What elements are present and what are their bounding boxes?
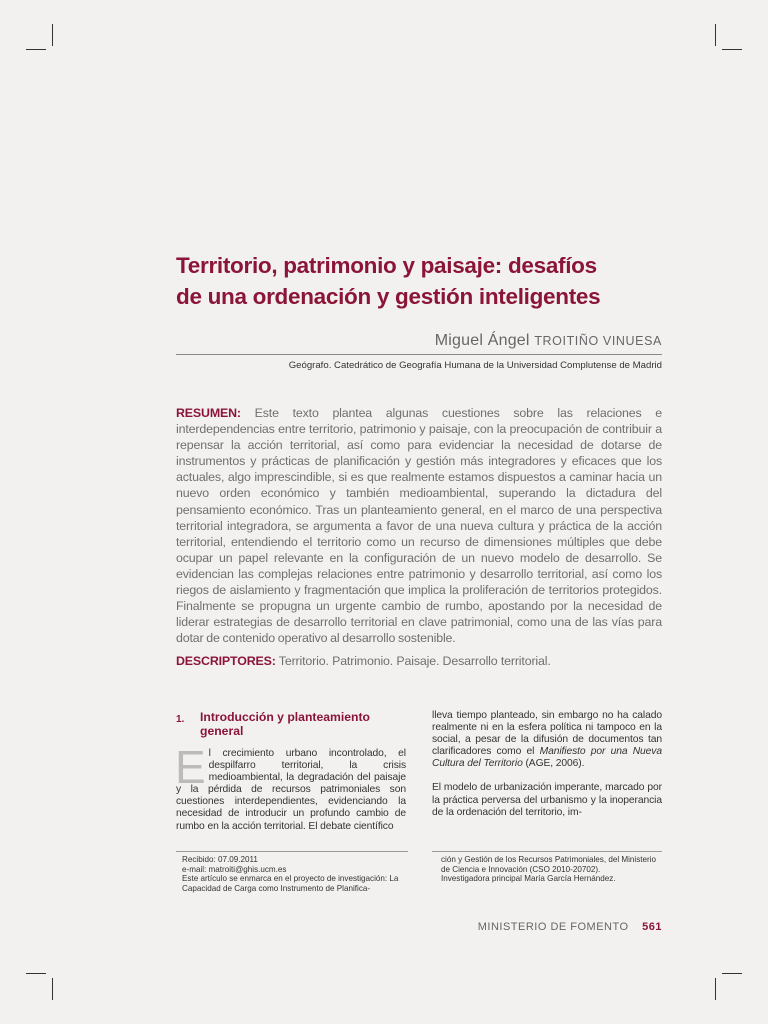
author-surname-2: VINUESA [602, 334, 662, 348]
author-name [435, 332, 662, 350]
crop-mark [52, 978, 53, 1000]
body-paragraph: El modelo de urbanización imperante, marcado por la práctica perversa del urbanismo y la inoperancia de la ordenación del territorio, im- [432, 782, 662, 818]
article-title [176, 250, 676, 312]
crop-mark [722, 49, 742, 50]
body-text: lleva tiempo planteado, sin embargo no ha calado realmente ni en la esfera política ni tampoco en la social, a pesar de la difusión de documentos tan clarificadores como el [432, 710, 662, 758]
body-text: (AGE, 2006). [522, 758, 585, 770]
author-given-name: Miguel Ángel [434, 332, 530, 349]
crop-mark [26, 49, 46, 50]
author-email: e-mail: matroiti@ghis.ucm.es [182, 864, 287, 874]
footnote-divider [176, 851, 408, 852]
body-paragraph [432, 710, 662, 770]
publisher-name: MINISTERIO DE FOMENTO [477, 921, 629, 933]
footnote-right [441, 855, 663, 884]
body-column-right [432, 710, 662, 819]
body-text: l crecimiento urbano incontrolado, el despilfarro territorial, la crisis medioambiental, la degradación del paisaje y la pérdida de recursos patrimoniales son cuestiones interdependientes, evidenciando la necesidad de introducir un profundo cambio de rumbo en la acción territorial. El debate científico [176, 748, 406, 832]
title-line: Territorio, patrimonio y paisaje: desafíos [176, 253, 597, 278]
footnote-text: ción y Gestión de los Recursos Patrimoniales, del Ministerio de Ciencia e Innovación (CSO 2010-20702). [441, 855, 657, 874]
author-surname-1: TROITIÑO [534, 334, 599, 348]
footnote-text: Este artículo se enmarca en el proyecto de investigación: La Capacidad de Carga como Instrumento de Planifica- [182, 874, 399, 893]
descriptors-text: Territorio. Patrimonio. Paisaje. Desarrollo territorial. [278, 654, 551, 668]
page-footer [478, 921, 662, 933]
author-divider [176, 354, 662, 355]
descriptors-label: DESCRIPTORES: [176, 654, 276, 668]
author-affiliation: Geógrafo. Catedrático de Geografía Humana de la Universidad Complutense de Madrid [288, 360, 662, 371]
received-date: Recibido: 07.09.2011 [182, 855, 258, 864]
author-surname [534, 334, 662, 348]
abstract [176, 405, 662, 646]
crop-mark [26, 973, 46, 974]
crop-mark [715, 24, 716, 46]
title-line: de una ordenación y gestión inteligentes [176, 284, 601, 309]
abstract-label: RESUMEN: [176, 406, 241, 420]
section-number: 1. [176, 714, 185, 725]
footnote-divider [432, 851, 662, 852]
cited-title: Manifiesto por una Nueva Cultura del Territorio [432, 746, 662, 770]
abstract-text: Este texto plantea algunas cuestiones sobre las relaciones e interdependencias entre territorio, patrimonio y paisaje, con la preocupación de contribuir a repensar la acción territorial, así como para evidenciar la necesidad de dotarse de instrumentos y prácticas de planificación y gestión más integradores y eficaces que los actuales, algo imprescindible, si es que realmente estamos dispuestos a caminar hacia un nuevo orden económico y también medioambiental, superando la dictadura del pensamiento económico. Tras un planteamiento general, en el marco de una perspectiva territorial integradora, se argumenta a favor de una nueva cultura y práctica de la acción territorial, entendiendo el territorio como un recurso de dimensiones múltiples que debe ocupar un papel relevante en la configuración de un nuevo modelo de desarrollo. Se evidencian las complejas relaciones entre patrimonio y desarrollo territorial, así como los riegos de aislamiento y fragmentación que implica la proliferación de territorios protegidos. Finalmente se propugna un urgente cambio de rumbo, apostando por la necesidad de liderar estrategias de desarrollo territorial en clave patrimonial, como una de las vías para dotar de contenido operativo al desarrollo sostenible. [176, 406, 662, 646]
page-number: 561 [642, 921, 662, 933]
drop-cap: E [175, 741, 206, 793]
footnote-text: Investigadora principal María García Hernández. [441, 874, 616, 884]
crop-mark [722, 973, 742, 974]
body-column-left [175, 741, 406, 833]
section-title: Introducción y planteamiento general [200, 710, 370, 738]
crop-mark [52, 24, 53, 46]
footnote-left [182, 855, 408, 893]
crop-mark [715, 978, 716, 1000]
descriptors [176, 654, 662, 668]
